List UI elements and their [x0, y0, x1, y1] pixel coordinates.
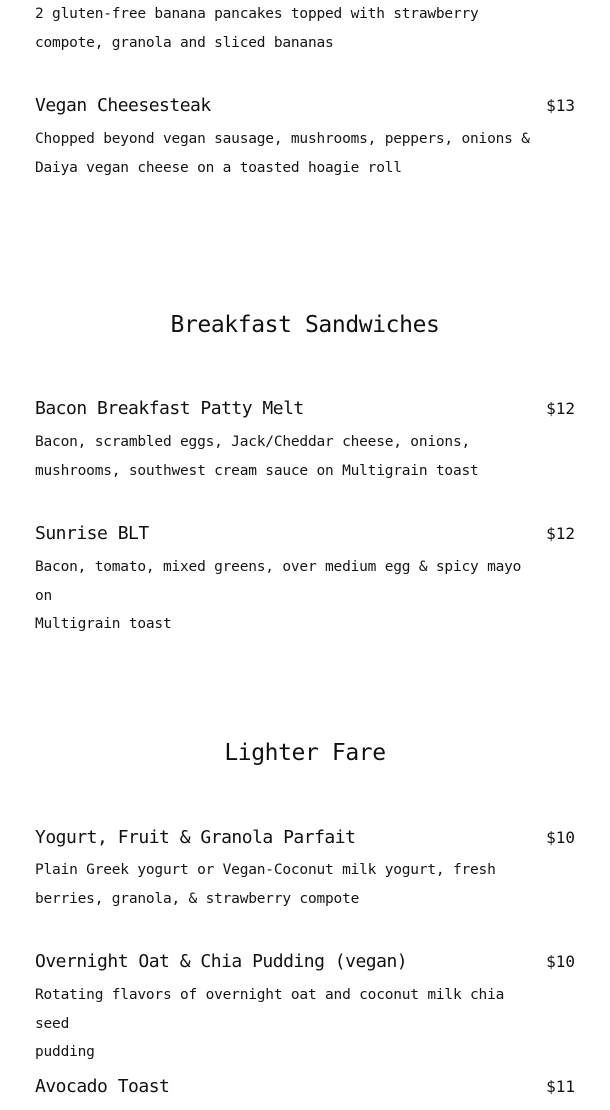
menu-item-price: $13	[546, 96, 575, 115]
section-title-breakfast-sandwiches: Breakfast Sandwiches	[170, 312, 440, 338]
menu-item-description: 2 gluten-free banana pancakes topped with strawberry compote, granola and sliced bananas	[35, 6, 479, 51]
menu-item-name: Bacon Breakfast Patty Melt	[35, 398, 304, 419]
menu-item-name: Vegan Cheesesteak	[35, 95, 211, 116]
menu-item-price: $12	[546, 524, 575, 543]
menu-item-price: $10	[546, 828, 575, 847]
menu-item-price: $11	[546, 1077, 575, 1096]
menu-item-description: Rotating flavors of overnight oat and coconut milk chia seed pudding	[35, 987, 505, 1060]
menu-item-name: Avocado Toast	[35, 1076, 170, 1097]
menu-item-price: $12	[546, 399, 575, 418]
menu-item-description: Bacon, scrambled eggs, Jack/Cheddar cheese, onions, mushrooms, southwest cream sauce on Multigrain toast	[35, 434, 479, 479]
menu-item-description: Chopped beyond vegan sausage, mushrooms, peppers, onions & Daiya vegan cheese on a toasted hoagie roll	[35, 131, 530, 176]
menu-item-description: Plain Greek yogurt or Vegan-Coconut milk yogurt, fresh berries, granola, & strawberry compote	[35, 862, 496, 907]
menu-item-name: Yogurt, Fruit & Granola Parfait	[35, 827, 356, 848]
menu-item-price: $10	[546, 952, 575, 971]
menu-item-name: Overnight Oat & Chia Pudding (vegan)	[35, 951, 408, 972]
menu-item-name: Sunrise BLT	[35, 523, 149, 544]
menu-item-description: Bacon, tomato, mixed greens, over medium egg & spicy mayo on Multigrain toast	[35, 559, 522, 632]
section-title-lighter-fare: Lighter Fare	[224, 740, 386, 766]
